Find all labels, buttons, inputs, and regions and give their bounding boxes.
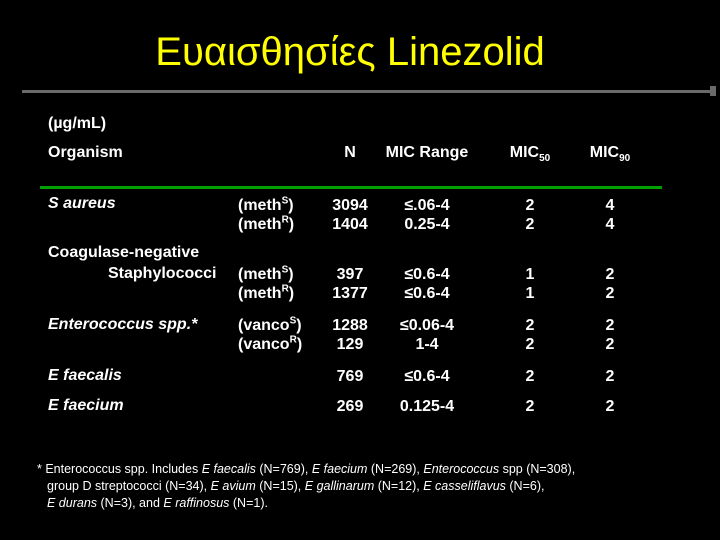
header-organism: Organism	[48, 144, 123, 161]
row-e-faecalis-range: ≤0.6-4	[404, 368, 450, 385]
header-divider	[40, 186, 662, 189]
row-cons-mic90: 2 2	[605, 266, 615, 302]
row-s-aureus-organism: S aureus	[48, 195, 116, 212]
footnote-line-1: * Enterococcus spp. Includes E faecalis (N=769), E faecium (N=269), Enterococcus spp (N=308),	[37, 462, 576, 476]
row-enterococcus-range: ≤0.06-4 1-4	[399, 317, 455, 353]
row-e-faecalis-mic50: 2	[525, 368, 535, 385]
row-enterococcus-subgroup-1: (vanco$^S$)	[238, 315, 302, 334]
row-enterococcus-organism: Enterococcus spp.*	[48, 316, 198, 333]
row-cons-subgroup-2: (meth$^R$)	[238, 283, 295, 302]
row-s-aureus-subgroups	[238, 196, 294, 234]
footnote-line-3: E durans (N=3), and E raffinosus (N=1).	[47, 496, 268, 510]
row-cons-subgroup-1: (meth$^S$)	[238, 264, 294, 283]
row-cons-n: 397 1377	[332, 266, 368, 302]
row-enterococcus-mic50: 2 2	[525, 317, 535, 353]
row-s-aureus-range: ≤.06-4 0.25-4	[404, 197, 450, 233]
header-mic50-base: MIC	[509, 144, 540, 161]
row-enterococcus-n: 1288 129	[332, 317, 368, 353]
row-s-aureus-subgroup-2: (meth$^R$)	[238, 214, 295, 233]
unit-label: (µg/mL)	[48, 115, 107, 132]
header-n: N	[344, 144, 356, 161]
page-title: Ευαισθησίες Linezolid	[155, 30, 545, 74]
row-cons-mic50: 1 1	[525, 266, 535, 302]
row-e-faecium-mic90: 2	[605, 398, 615, 415]
header-mic-range: MIC Range	[385, 144, 469, 161]
header-mic90-base: MIC	[589, 144, 620, 161]
row-cons-organism-line1: Coagulase-negative	[48, 244, 200, 261]
row-e-faecalis-n: 769	[336, 368, 364, 385]
title-divider-accent	[710, 86, 716, 96]
row-e-faecalis-mic90: 2	[605, 368, 615, 385]
row-e-faecium-n: 269	[336, 398, 364, 415]
row-e-faecium-mic50: 2	[525, 398, 535, 415]
header-mic90-sub: 90	[619, 153, 631, 165]
row-s-aureus-n: 3094 1404	[332, 197, 368, 233]
row-enterococcus-mic90: 2 2	[605, 317, 615, 353]
row-s-aureus-mic50: 2 2	[525, 197, 535, 233]
row-e-faecium-organism: E faecium	[48, 397, 124, 414]
footnote	[37, 461, 575, 512]
row-e-faecium-range: 0.125-4	[399, 398, 455, 415]
row-cons-range: ≤0.6-4 ≤0.6-4	[404, 266, 450, 302]
row-cons-organism-line2: Staphylococci	[108, 265, 217, 282]
row-s-aureus-mic90: 4 4	[605, 197, 615, 233]
row-enterococcus-subgroups	[238, 316, 302, 354]
header-mic50-sub: 50	[539, 153, 551, 165]
footnote-line-2: group D streptococci (N=34), E avium (N=15), E gallinarum (N=12), E casseliflavus (N=6),	[47, 479, 545, 493]
row-e-faecalis-organism: E faecalis	[48, 367, 122, 384]
header-mic90	[570, 144, 650, 165]
title-divider	[22, 90, 715, 93]
header-mic50	[490, 144, 570, 165]
row-s-aureus-subgroup-1: (meth$^S$)	[238, 195, 294, 214]
row-cons-subgroups	[238, 265, 294, 303]
row-enterococcus-subgroup-2: (vanco$^R$)	[238, 334, 303, 353]
